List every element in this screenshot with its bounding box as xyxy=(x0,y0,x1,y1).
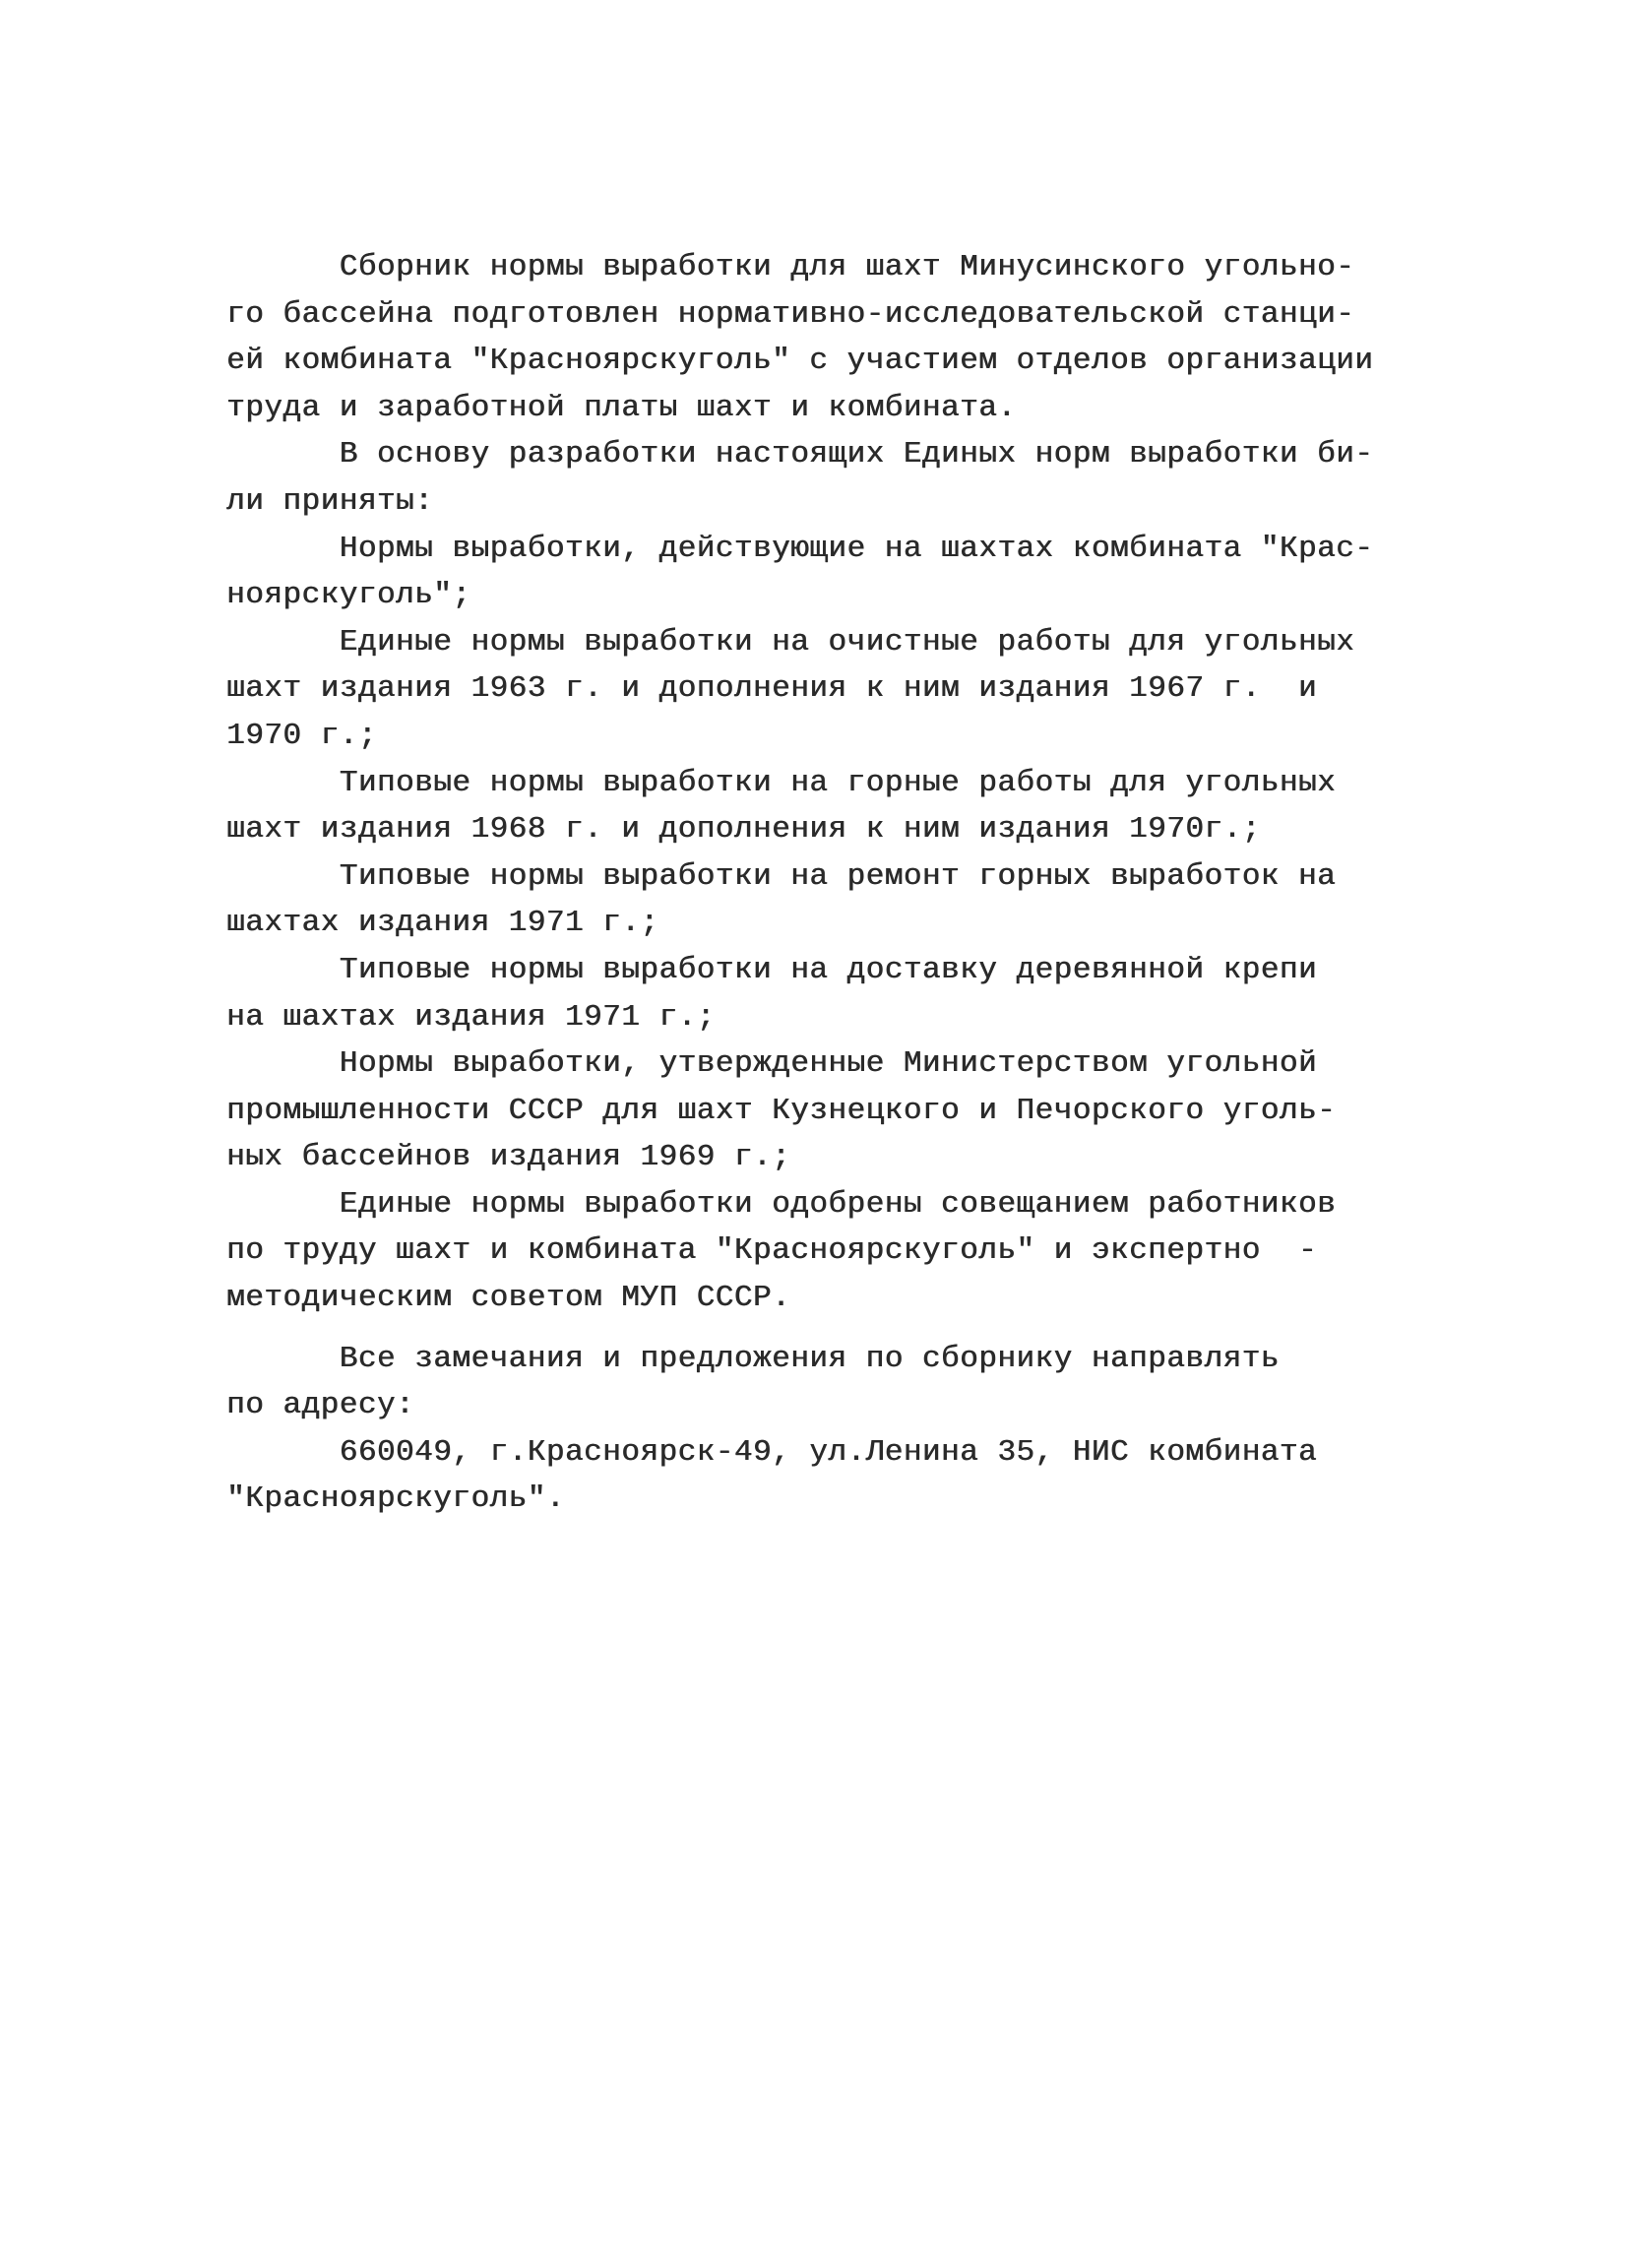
text-line: 660049, г.Красноярск-49, ул.Ленина 35, НИС комбината xyxy=(226,1434,1317,1470)
text-line: труда и заработной платы шахт и комбината. xyxy=(226,390,1017,425)
text-line: методическим советом МУП СССР. xyxy=(226,1281,791,1316)
text-line: Типовые нормы выработки на горные работы для угольных xyxy=(226,765,1337,800)
text-line: шахт издания 1963 г. и дополнения к ним издания 1967 г. и xyxy=(226,671,1317,707)
text-line: на шахтах издания 1971 г.; xyxy=(226,999,716,1035)
list-item-norms-delivery xyxy=(226,947,1408,1040)
paragraph-basis xyxy=(226,431,1408,525)
list-item-norms-mining xyxy=(226,760,1408,853)
paragraph-intro xyxy=(226,244,1408,431)
text-line: ных бассейнов издания 1969 г.; xyxy=(226,1140,791,1175)
text-line: ноярскуголь"; xyxy=(226,578,471,613)
list-item-norms-ministry xyxy=(226,1040,1408,1181)
list-item-norms-cleaning xyxy=(226,619,1408,760)
text-line: по адресу: xyxy=(226,1388,415,1423)
text-line: шахт издания 1968 г. и дополнения к ним издания 1970г.; xyxy=(226,812,1261,848)
text-line: го бассейна подготовлен нормативно-исследовательской станци- xyxy=(226,296,1355,332)
text-line: "Красноярскуголь". xyxy=(226,1481,565,1517)
text-line: В основу разработки настоящих Единых норм выработки би- xyxy=(226,437,1374,472)
text-line: 1970 г.; xyxy=(226,718,377,753)
text-line: Сборник нормы выработки для шахт Минусинского угольно- xyxy=(226,250,1355,284)
section-spacer xyxy=(226,1322,1408,1336)
contact-address xyxy=(226,1336,1408,1523)
text-line: Типовые нормы выработки на ремонт горных выработок на xyxy=(226,858,1337,894)
paragraph-approval xyxy=(226,1181,1408,1322)
text-line: ли приняты: xyxy=(226,483,434,519)
text-line: промышленности СССР для шахт Кузнецкого и Печорского уголь- xyxy=(226,1093,1337,1128)
text-line: Единые нормы выработки на очистные работы для угольных xyxy=(226,624,1355,660)
text-line: по труду шахт и комбината "Красноярскуголь" и экспертно - xyxy=(226,1233,1317,1269)
text-line: Все замечания и предложения по сборнику направлять xyxy=(226,1341,1280,1376)
list-item-norms-repair xyxy=(226,853,1408,947)
text-line: Типовые нормы выработки на доставку деревянной крепи xyxy=(226,952,1317,987)
text-line: Нормы выработки, действующие на шахтах комбината "Крас- xyxy=(226,531,1374,566)
text-line: Единые нормы выработки одобрены совещанием работников xyxy=(226,1186,1337,1222)
text-line: Нормы выработки, утвержденные Министерством угольной xyxy=(226,1046,1317,1082)
text-line: шахтах издания 1971 г.; xyxy=(226,906,659,941)
text-line: ей комбината "Красноярскуголь" с участием отделов организации xyxy=(226,344,1374,379)
document-text xyxy=(226,244,1408,1523)
list-item-norms-current xyxy=(226,526,1408,619)
